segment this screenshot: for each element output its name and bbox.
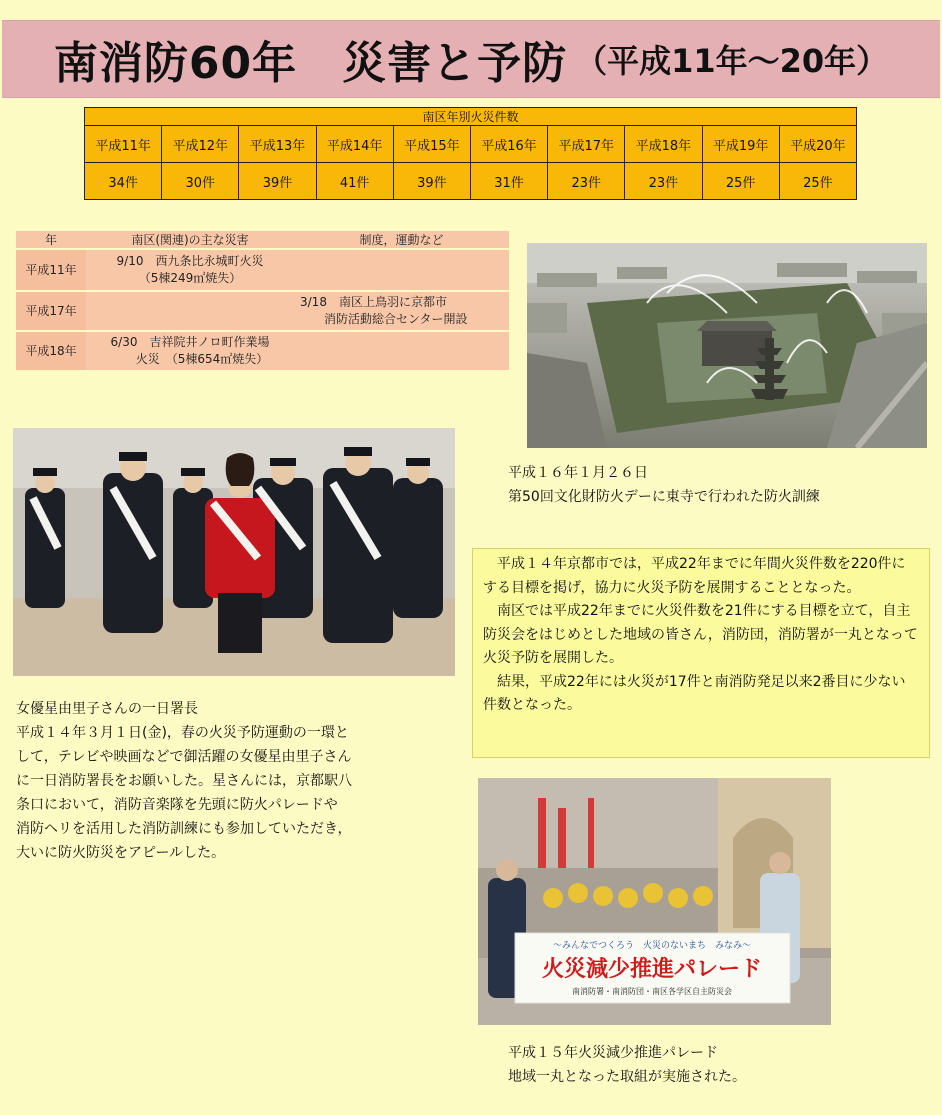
year-cell: 平成11年 xyxy=(85,126,162,163)
toji-caption-text: 第50回文化財防火デーに東寺で行われた防火訓練 xyxy=(508,489,820,505)
banner-top-text: ～みんなでつくろう 火災のないまち みなみ～ xyxy=(552,941,752,951)
toji-caption xyxy=(508,461,820,509)
count-cell: 25件 xyxy=(779,163,856,200)
actress-story xyxy=(16,697,446,865)
fire-count-table xyxy=(84,107,857,200)
actress-caption-line: に一日消防署長をお願いした。星さんには，京都駅八 xyxy=(16,773,352,789)
info-box xyxy=(472,548,930,758)
parade-photo xyxy=(478,778,831,1025)
info-paragraph: 結果，平成22年には火災が17件と南消防発足以来2番目に少ない件数となった。 xyxy=(483,673,906,713)
count-cell: 39件 xyxy=(239,163,316,200)
disaster-row xyxy=(16,292,509,330)
actress-caption-title: 女優星由里子さんの一日署長 xyxy=(16,701,198,717)
disaster-row xyxy=(16,250,509,290)
count-cell: 34件 xyxy=(85,163,162,200)
fire-count-values-row xyxy=(85,163,857,200)
system-text: 3/18 南区上鳥羽に京都市 消防活動総合センター開設 xyxy=(294,292,509,330)
disaster-text: 9/10 西九条比永城町火災 （5棟249㎡焼失） xyxy=(86,250,294,290)
system-text xyxy=(294,250,509,290)
toji-drill-photo xyxy=(527,243,927,448)
title-bar xyxy=(2,20,940,98)
banner-bottom-text: 南消防署・南消防団・南区各学区自主防災会 xyxy=(572,987,732,996)
disaster-header-system: 制度，運動など xyxy=(294,231,509,248)
disaster-row xyxy=(16,332,509,370)
disaster-header-disaster: 南区(関連)の主な災害 xyxy=(86,231,294,248)
info-paragraph: 平成１４年京都市では，平成22年までに年間火災件数を220件にする目標を掲げ，協力に火災予防を展開することとなった。 xyxy=(483,556,906,596)
disaster-header-year: 年 xyxy=(16,231,86,248)
year-cell: 平成20年 xyxy=(779,126,856,163)
disaster-table xyxy=(16,229,509,372)
actress-caption-line: 消防ヘリを活用した消防訓練にも参加していただき， xyxy=(16,821,352,837)
actress-caption-line: 大いに防火防災をアピールした。 xyxy=(16,845,226,861)
year-cell: 平成15年 xyxy=(393,126,470,163)
year-cell: 平成17年 xyxy=(548,126,625,163)
disaster-year: 平成11年 xyxy=(16,250,86,290)
disaster-text: 6/30 吉祥院井ノロ町作業場 火災 （5棟654㎡焼失） xyxy=(86,332,294,370)
info-paragraph: 南区では平成22年までに火災件数を21件にする目標を立て，自主防災会をはじめとした地域の皆さん，消防団，消防署が一丸となって火災予防を展開した。 xyxy=(483,603,918,666)
count-cell: 41件 xyxy=(316,163,393,200)
actress-caption-line: 平成１４年３月１日(金)，春の火災予防運動の一環と xyxy=(16,725,349,741)
page-subtitle: （平成11年～20年） xyxy=(575,42,889,80)
count-cell: 31件 xyxy=(470,163,547,200)
year-cell: 平成19年 xyxy=(702,126,779,163)
actress-caption-line: して，テレビや映画などで御活躍の女優星由里子さん xyxy=(16,749,352,765)
fire-count-years-row xyxy=(85,126,857,163)
banner-main-text: 火災減少推進パレード xyxy=(541,957,763,982)
toji-caption-date: 平成１６年１月２６日 xyxy=(508,465,648,481)
actress-parade-photo xyxy=(13,428,455,676)
actress-caption-line: 条口において，消防音楽隊を先頭に防火パレードや xyxy=(16,797,338,813)
count-cell: 25件 xyxy=(702,163,779,200)
year-cell: 平成13年 xyxy=(239,126,316,163)
parade-caption-line1: 平成１５年火災減少推進パレード xyxy=(508,1045,718,1061)
year-cell: 平成18年 xyxy=(625,126,702,163)
year-cell: 平成14年 xyxy=(316,126,393,163)
parade-caption xyxy=(508,1041,746,1089)
system-text xyxy=(294,332,509,370)
disaster-year: 平成18年 xyxy=(16,332,86,370)
year-cell: 平成16年 xyxy=(470,126,547,163)
count-cell: 23件 xyxy=(625,163,702,200)
year-cell: 平成12年 xyxy=(162,126,239,163)
count-cell: 30件 xyxy=(162,163,239,200)
fire-count-caption: 南区年別火災件数 xyxy=(85,108,857,126)
disaster-year: 平成17年 xyxy=(16,292,86,330)
parade-caption-line2: 地域一丸となった取組が実施された。 xyxy=(508,1069,746,1085)
disaster-text xyxy=(86,292,294,330)
count-cell: 39件 xyxy=(393,163,470,200)
count-cell: 23件 xyxy=(548,163,625,200)
page-title: 南消防60年 災害と予防 xyxy=(53,38,568,89)
